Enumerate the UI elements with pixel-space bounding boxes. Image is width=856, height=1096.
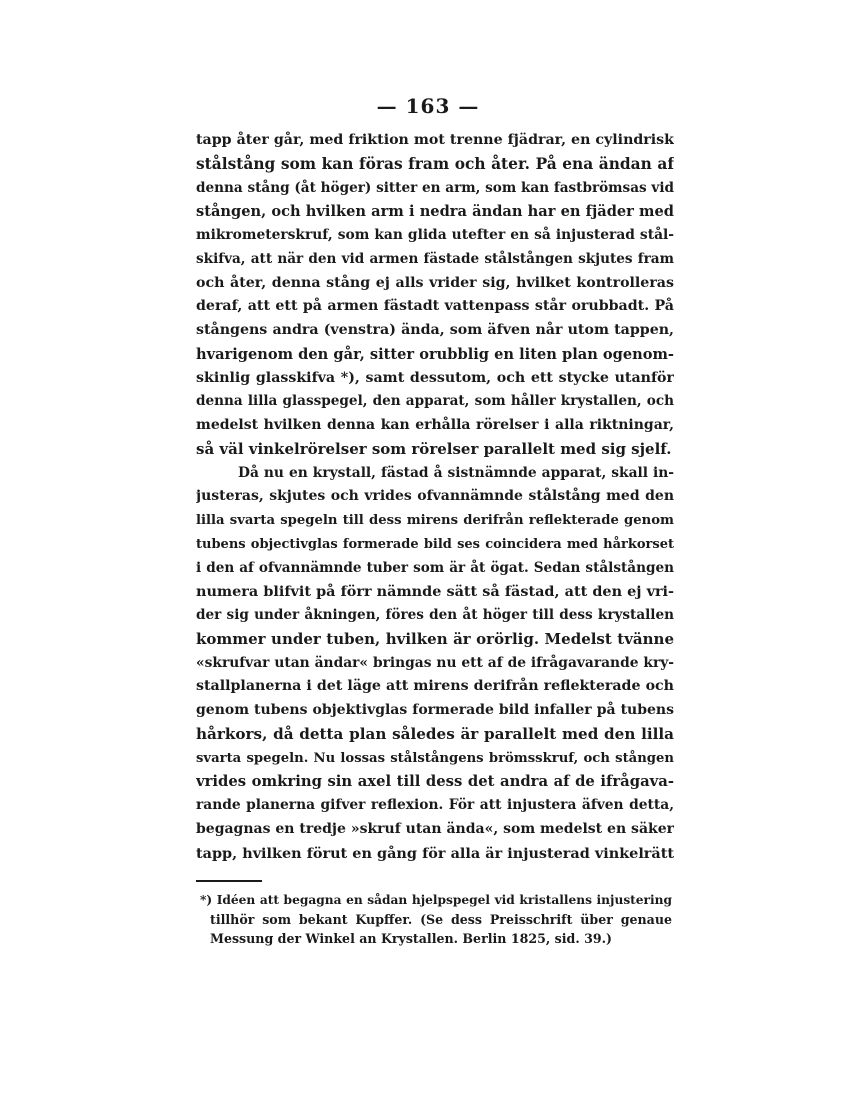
- text-line: deraf, att ett på armen fästadt vattenpass står orubbadt. På: [196, 298, 674, 315]
- text-line: stångens andra (venstra) ända, som äfven når utom tappen,: [196, 322, 674, 338]
- text-line: skinlig glasskifva *), samt dessutom, och ett stycke utanför: [196, 369, 674, 386]
- text-line: i den af ofvannämnde tuber som är åt ögat. Sedan stålstången: [196, 559, 674, 576]
- text-line: tapp åter går, med friktion mot trenne fjädrar, en cylindrisk: [196, 132, 674, 148]
- footnote-line: Messung der Winkel an Krystallen. Berlin 1825, sid. 39.): [210, 931, 612, 946]
- paragraph-start-line: Då nu en krystall, fästad å sistnämnde apparat, skall in-: [238, 464, 674, 481]
- text-line: stålstång som kan föras fram och åter. På ena ändan af: [196, 154, 674, 173]
- text-line: denna stång (åt höger) sitter en arm, som kan fastbrömsas vid: [196, 179, 674, 196]
- text-line: lilla svarta spegeln till dess mirens derifrån reflekterade genom: [196, 513, 674, 528]
- text-line: justeras, skjutes och vrides ofvannämnde stålstång med den: [196, 488, 674, 505]
- footnote: [200, 891, 672, 948]
- text-line: genom tubens objektivglas formerade bild infaller på tubens: [196, 702, 674, 718]
- text-line: begagnas en tredje »skruf utan ända«, som medelst en säker: [196, 820, 674, 837]
- text-line: skifva, att när den vid armen fästade stålstången skjutes fram: [196, 250, 674, 267]
- text-line: der sig under åkningen, föres den åt höger till dess krystallen: [196, 607, 674, 623]
- text-line: «skrufvar utan ändar« bringas nu ett af de ifrågavarande kry-: [196, 654, 674, 671]
- text-line: medelst hvilken denna kan erhålla rörelser i alla riktningar,: [196, 417, 674, 433]
- footnote-line: *) Idéen att begagna en sådan hjelpspegel vid kristallens injustering: [200, 893, 672, 907]
- text-line: denna lilla glasspegel, den apparat, som håller krystallen, och: [196, 393, 674, 410]
- text-line: hårkors, då detta plan således är parallelt med den lilla: [196, 724, 674, 743]
- text-line: och åter, denna stång ej alls vrider sig, hvilket kontrolleras: [196, 274, 674, 291]
- text-line: numera blifvit på förr nämnde sätt så fästad, att den ej vri-: [196, 583, 674, 601]
- body-text: [196, 129, 674, 865]
- text-line: vrides omkring sin axel till dess det andra af de ifrågava-: [196, 773, 674, 791]
- footnote-rule: [196, 880, 262, 882]
- text-line: kommer under tuben, hvilken är orörlig. Medelst tvänne: [196, 629, 674, 648]
- text-line: hvarigenom den går, sitter orubblig en liten plan ogenom-: [196, 345, 674, 363]
- text-line: stången, och hvilken arm i nedra ändan har en fjäder med: [196, 203, 674, 221]
- text-line: mikrometerskruf, som kan glida utefter en så injusterad stål-: [196, 227, 674, 243]
- text-line: så väl vinkelrörelser som rörelser parallelt med sig sjelf.: [196, 439, 672, 458]
- text-line: stallplanerna i det läge att mirens derifrån reflekterade och: [196, 678, 674, 695]
- footnote-line: tillhör som bekant Kupffer. (Se dess Preisschrift über genaue: [210, 912, 672, 927]
- text-line: svarta spegeln. Nu lossas stålstångens brömsskruf, och stången: [196, 750, 674, 766]
- text-line: tapp, hvilken förut en gång för alla är injusterad vinkelrätt: [196, 844, 674, 862]
- page-number: — 163 —: [376, 94, 480, 118]
- text-line: rande planerna gifver reflexion. För att injustera äfven detta,: [196, 797, 674, 813]
- text-line: tubens objectivglas formerade bild ses coincidera med hårkorset: [196, 536, 674, 552]
